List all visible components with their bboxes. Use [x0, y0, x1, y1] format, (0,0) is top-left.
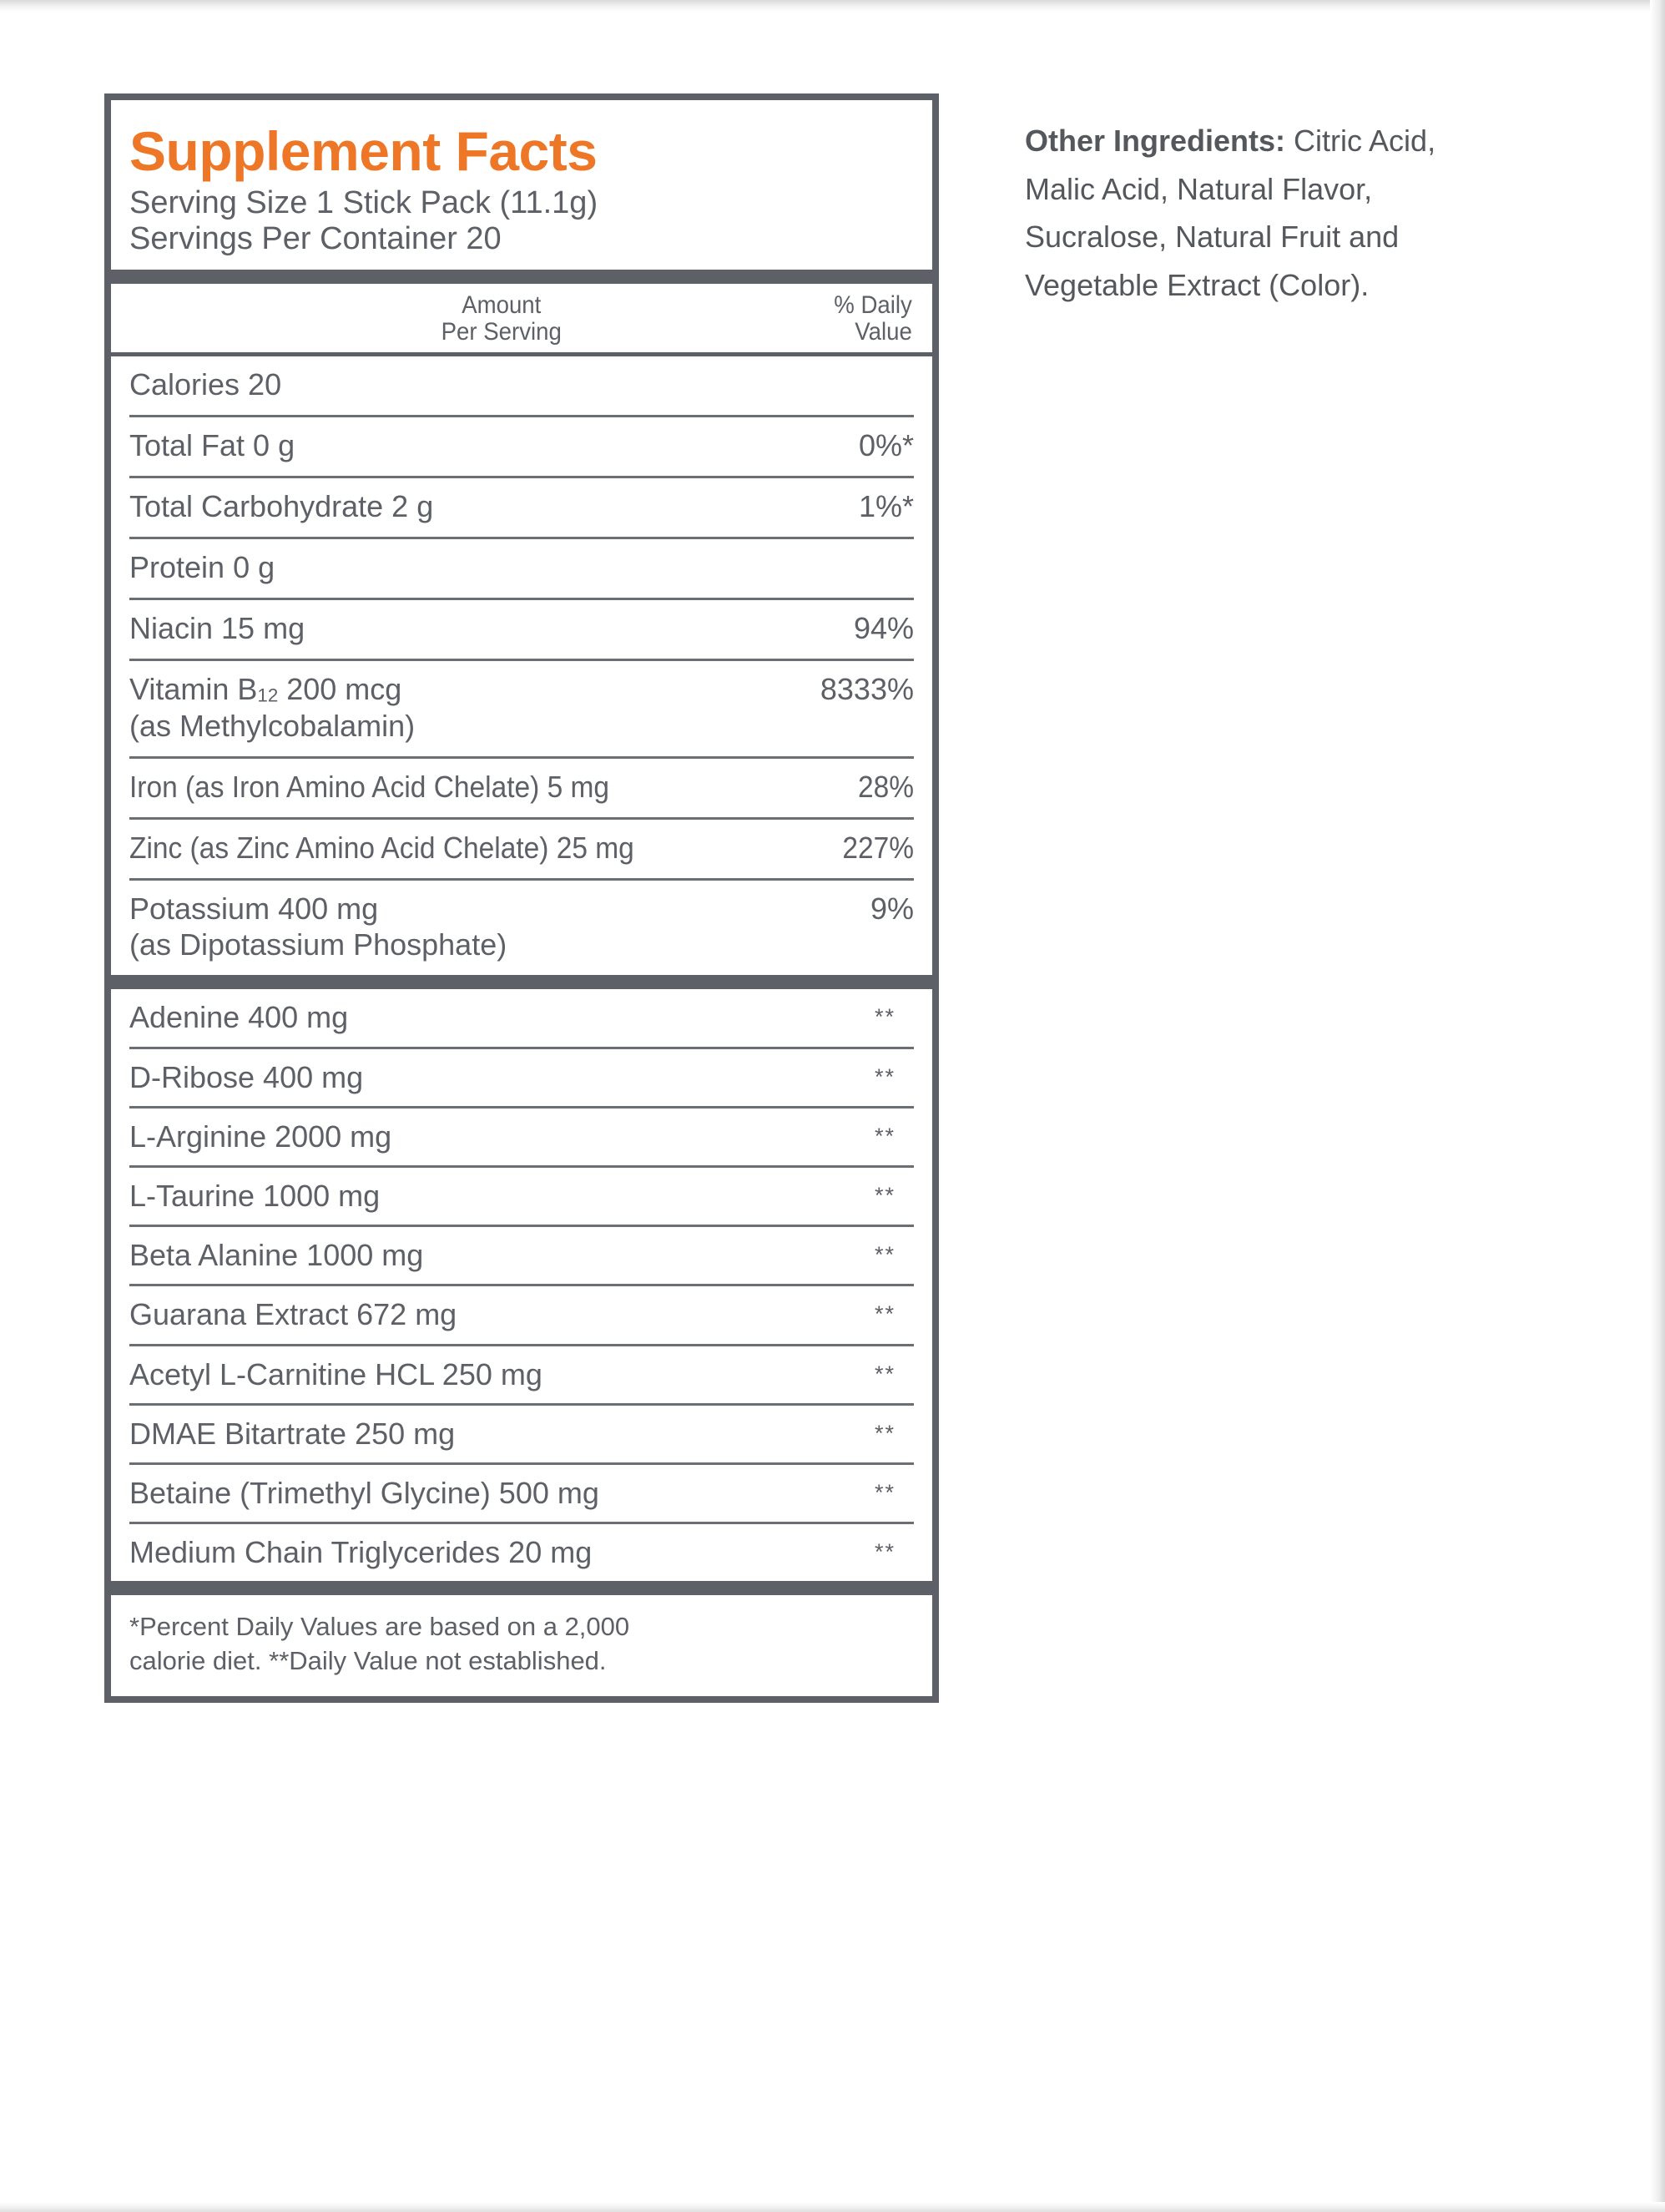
- divider-thick-middle: [111, 975, 932, 989]
- blend-name: Guarana Extract 672 mg: [129, 1297, 457, 1332]
- serving-info: [129, 185, 914, 270]
- blend-list: [111, 989, 932, 1581]
- nutrient-daily-value: 28%: [857, 769, 914, 804]
- blend-row: [129, 1286, 914, 1343]
- other-ingredients-text: Citric Acid, Malic Acid, Natural Flavor, Sucralose, Natural Fruit and Vegetable Extract (Color).: [1025, 124, 1436, 302]
- nutrient-row: [129, 759, 914, 817]
- blend-row: [129, 1406, 914, 1462]
- nutrient-name: Niacin 15 mg: [129, 611, 305, 646]
- divider-thick-top: [111, 270, 932, 284]
- amount-header-line2: Per Serving: [441, 318, 562, 346]
- column-headers: [129, 284, 914, 353]
- blend-name: DMAE Bitartrate 250 mg: [129, 1416, 456, 1451]
- blend-marker: **: [874, 1182, 896, 1208]
- blend-row: [129, 1109, 914, 1165]
- dv-header-line2: Value: [855, 318, 913, 346]
- nutrient-name: Total Fat 0 g: [129, 428, 295, 463]
- supplement-facts-title: Supplement Facts: [129, 120, 598, 182]
- blend-row: [129, 1346, 914, 1403]
- daily-value-header: [835, 292, 914, 346]
- divider-thick-bottom: [111, 1581, 932, 1595]
- nutrient-daily-value: 94%: [853, 611, 914, 646]
- blend-marker: **: [874, 1242, 896, 1268]
- blend-marker: **: [874, 1361, 896, 1386]
- blend-marker: **: [874, 1301, 896, 1327]
- blend-name: Medium Chain Triglycerides 20 mg: [129, 1535, 593, 1570]
- nutrient-row: [129, 356, 914, 415]
- amount-per-serving-header: [157, 292, 799, 346]
- footnote: [129, 1595, 914, 1696]
- supplement-facts-panel: [104, 93, 939, 1703]
- page-edge-top: [0, 0, 1665, 12]
- other-ingredients-label: Other Ingredients:: [1025, 124, 1286, 158]
- blend-marker: **: [874, 1420, 896, 1446]
- serving-size: Serving Size 1 Stick Pack (11.1g): [129, 185, 598, 220]
- blend-name: L-Arginine 2000 mg: [129, 1119, 392, 1154]
- nutrient-name: Iron (as Iron Amino Acid Chelate) 5 mg: [129, 769, 610, 804]
- blend-name: Acetyl L-Carnitine HCL 250 mg: [129, 1356, 542, 1391]
- nutrient-name: Calories 20: [129, 367, 282, 402]
- blend-name: D-Ribose 400 mg: [129, 1059, 364, 1094]
- nutrient-row: [129, 820, 914, 878]
- servings-per-container: Servings Per Container 20: [129, 221, 502, 257]
- nutrient-row: [129, 417, 914, 476]
- amount-header-line1: Amount: [462, 290, 542, 319]
- blend-row: [129, 1227, 914, 1284]
- blend-marker: **: [874, 1479, 896, 1505]
- nutrient-name: Vitamin B12 200 mcg (as Methylcobalamin): [129, 671, 814, 745]
- nutrient-list: [111, 356, 932, 975]
- subscript: 12: [257, 684, 279, 706]
- blend-row: [129, 1168, 914, 1225]
- footnote-line1: *Percent Daily Values are based on a 2,000: [129, 1612, 630, 1642]
- nutrient-row: [129, 881, 914, 976]
- nutrient-daily-value: 0%*: [858, 428, 914, 463]
- nutrient-row: [129, 661, 914, 756]
- blend-name: Adenine 400 mg: [129, 1000, 349, 1035]
- nutrient-source: (as Dipotassium Phosphate): [129, 927, 507, 962]
- nutrient-source: (as Methylcobalamin): [129, 708, 416, 743]
- footnote-line2: calorie diet. **Daily Value not established.: [129, 1645, 607, 1675]
- blend-marker: **: [874, 1539, 896, 1565]
- dv-header-line1: % Daily: [834, 290, 913, 319]
- page-edge-bottom: [0, 2202, 1665, 2212]
- blend-row: [129, 1049, 914, 1106]
- nutrient-daily-value: 227%: [842, 830, 914, 865]
- blend-name: Betaine (Trimethyl Glycine) 500 mg: [129, 1475, 599, 1510]
- nutrient-row: [129, 539, 914, 598]
- blend-marker: **: [874, 1063, 896, 1089]
- nutrient-daily-value: 9%: [870, 891, 914, 926]
- blend-row: [129, 1465, 914, 1522]
- nutrient-daily-value: 8333%: [820, 671, 914, 706]
- page-edge-right: [1650, 0, 1665, 2212]
- blend-marker: **: [874, 1123, 896, 1149]
- nutrient-daily-value: 1%*: [858, 489, 914, 524]
- nutrient-name: Potassium 400 mg (as Dipotassium Phosphate): [129, 891, 814, 964]
- nutrient-name: Protein 0 g: [129, 550, 275, 585]
- blend-row: [129, 989, 914, 1046]
- blend-name: L-Taurine 1000 mg: [129, 1178, 381, 1213]
- nutrient-name: Total Carbohydrate 2 g: [129, 489, 434, 524]
- nutrient-row: [129, 478, 914, 537]
- blend-name: Beta Alanine 1000 mg: [129, 1238, 424, 1273]
- nutrient-name: Zinc (as Zinc Amino Acid Chelate) 25 mg: [129, 830, 634, 865]
- blend-row: [129, 1524, 914, 1581]
- nutrient-row: [129, 600, 914, 659]
- other-ingredients: [1025, 117, 1507, 309]
- blend-marker: **: [874, 1004, 896, 1030]
